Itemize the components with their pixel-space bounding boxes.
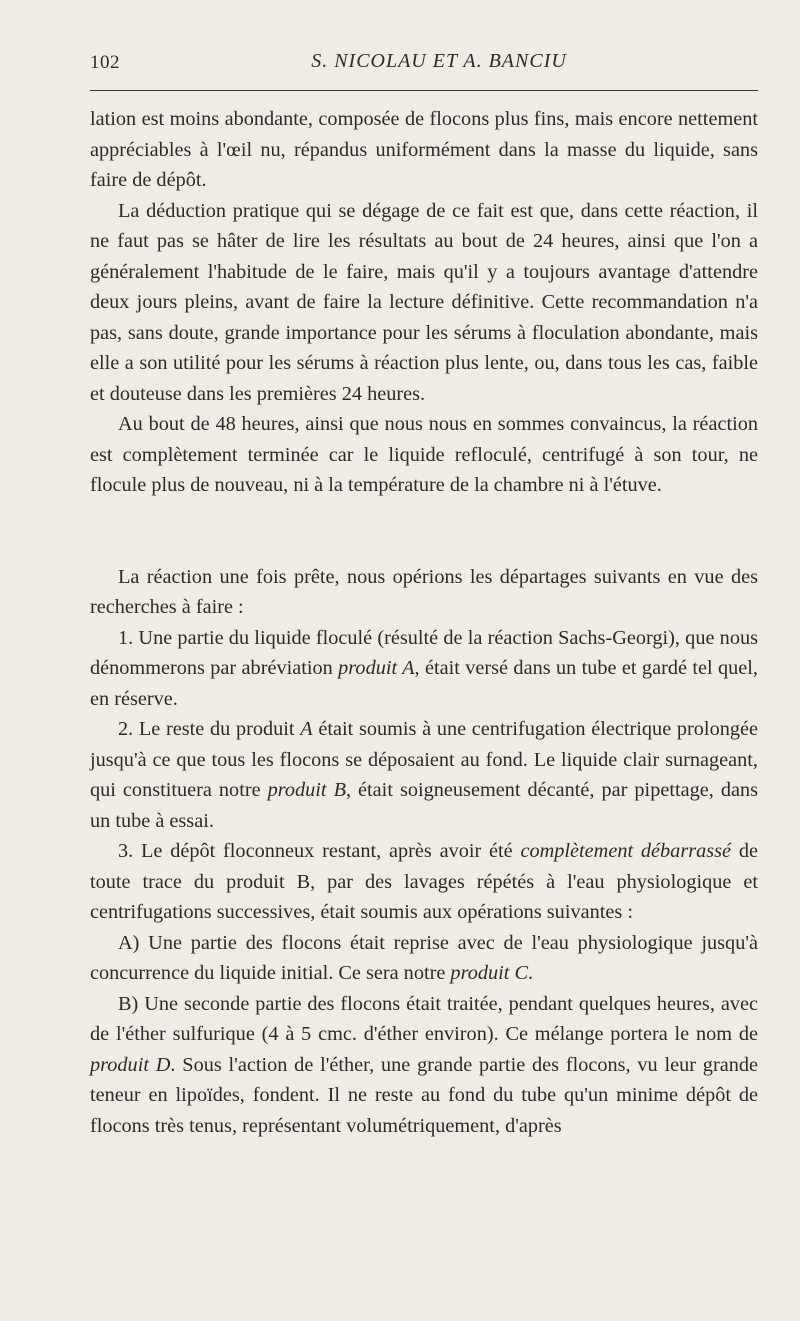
paragraph-subitem-b	[90, 989, 758, 1142]
paragraph-subitem-a	[90, 928, 758, 989]
page-number: 102	[90, 52, 120, 73]
item-2-text-mid: était soumis à une centrifugation électrique prolongée jusqu'à ce que tous les flocons se déposaient au fond. Le liquide clair surnageant, qui constituera notre	[90, 718, 758, 801]
subitem-a-text: A) Une partie des flocons était reprise avec de l'eau physiologique jusqu'à concurrence du liquide initial. Ce sera notre	[90, 931, 758, 984]
paragraph-practical-deduction: La déduction pratique qui se dégage de ce fait est que, dans cette réaction, il ne faut pas se hâter de lire les résultats au bout de 24 heures, ainsi que l'on a généralement l'habitude de le faire, mais qu'il y a toujours avantage d'attendre deux jours pleins, avant de faire la lecture définitive. Cette recommandation n'a pas, sans doute, grande importance pour les sérums à floculation abondante, mais elle a son utilité pour les sérums à réaction plus lente, ou, dans tous les cas, faible et douteuse dans les premières 24 heures.	[90, 199, 758, 405]
item-3-emphasis: complètement débarrassé	[520, 840, 732, 862]
body-text	[90, 90, 758, 1141]
subitem-b-text: B) Une seconde partie des flocons était traitée, pendant quelques heures, avec de l'éther sulfurique (4 à 5 cmc. d'éther environ). Ce mélange portera le nom de	[90, 992, 758, 1045]
item-1-emphasis: produit A	[338, 657, 415, 679]
item-2-text-end: , était soigneusement décanté, par pipettage, dans un tube à essai.	[90, 779, 758, 832]
page-header	[90, 0, 758, 90]
item-3-text-end: de toute trace du produit B, par des lavages répétés à l'eau physiologique et centrifugations successives, était soumis aux opérations suivantes :	[90, 840, 758, 923]
item-3-text: 3. Le dépôt floconneux restant, après avoir été	[118, 840, 521, 862]
section-gap	[90, 501, 758, 562]
item-2-emphasis-b: produit B	[267, 779, 346, 801]
paragraph-continuation: lation est moins abondante, composée de flocons plus fins, mais encore nettement appréciables à l'œil nu, répandus uniformément dans la masse du liquide, sans faire de dépôt.	[90, 108, 758, 191]
paragraph-48-hours: Au bout de 48 heures, ainsi que nous nous en sommes convaincus, la réaction est complètement terminée car le liquide refloculé, centrifugé à son tour, ne flocule plus de nouveau, ni à la température de la chambre ni à l'étuve.	[90, 413, 758, 496]
header-rule	[90, 90, 758, 91]
subitem-a-emphasis: produit C	[450, 962, 528, 984]
subitem-a-text-end: .	[528, 962, 534, 984]
subitem-b-text-end: . Sous l'action de l'éther, une grande partie des flocons, vu leur grande teneur en lipoïdes, fondent. Il ne reste au fond du tube qu'un minime dépôt de flocons très tenus, représentant volumétriquement, d'après	[90, 1053, 758, 1137]
subitem-b-emphasis: produit D	[90, 1053, 171, 1076]
running-head: S. NICOLAU ET A. BANCIU	[311, 50, 567, 72]
paragraph-item-1	[90, 623, 758, 715]
item-2-emphasis-a: A	[300, 718, 313, 740]
paragraph-item-2	[90, 714, 758, 836]
item-1-text: 1. Une partie du liquide floculé (résulté de la réaction Sachs-Georgi), que nous dénommerons par abréviation	[90, 626, 758, 679]
item-1-text-end: , était versé dans un tube et gardé tel quel, en réserve.	[90, 657, 758, 710]
item-2-text: 2. Le reste du produit	[118, 718, 301, 740]
paragraph-item-3	[90, 836, 758, 928]
paragraph-reaction-ready: La réaction une fois prête, nous opérions les départages suivants en vue des recherches à faire :	[90, 565, 758, 618]
